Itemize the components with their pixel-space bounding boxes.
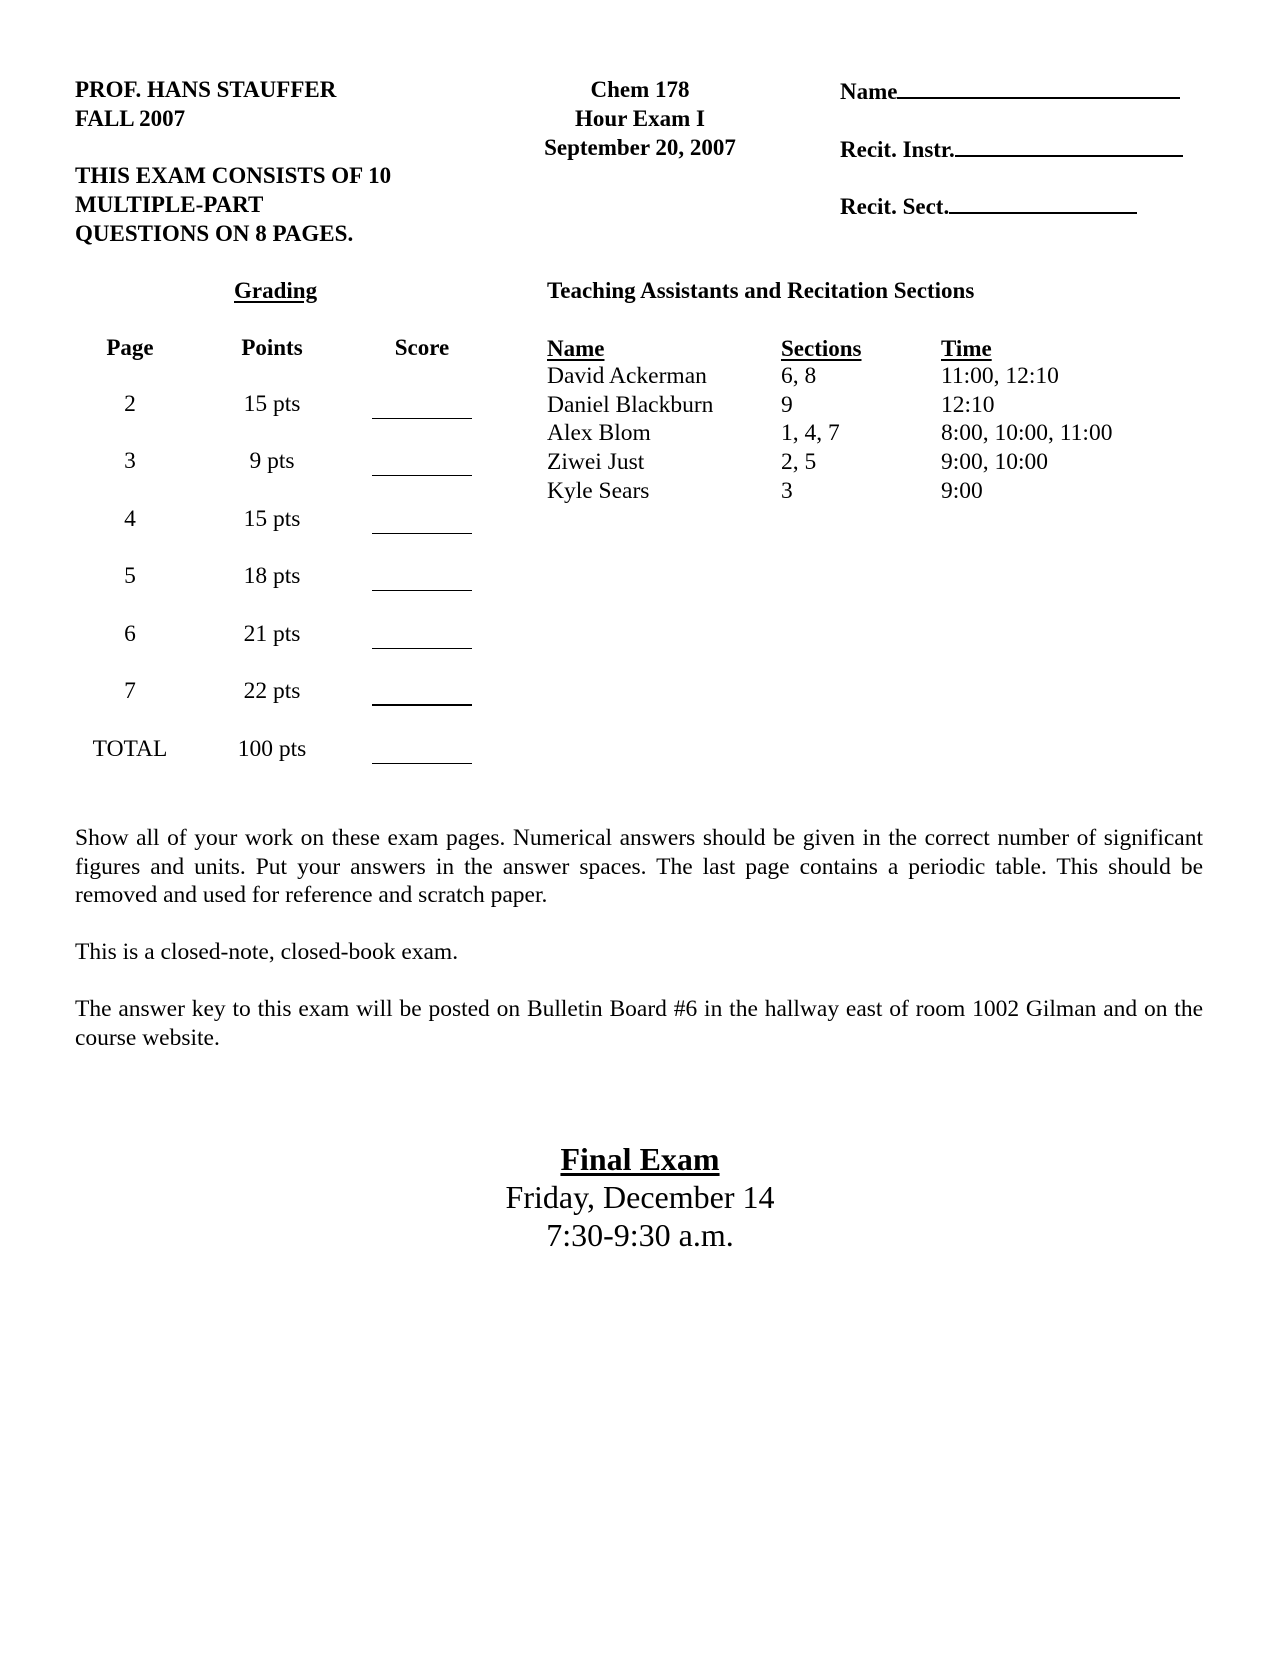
grading-row-page: 6 bbox=[124, 621, 136, 647]
ta-row-name: Ziwei Just bbox=[547, 449, 645, 475]
ta-header-sections: Sections bbox=[781, 336, 862, 361]
score-blank[interactable] bbox=[372, 453, 472, 476]
instructions-paragraph-3: The answer key to this exam will be posted on Bulletin Board #6 in the hallway east of room 1002 Gilman and on the course website. bbox=[75, 996, 1203, 1051]
grading-header-page: Page bbox=[106, 335, 154, 360]
term: FALL 2007 bbox=[75, 106, 186, 131]
ta-header-name: Name bbox=[547, 336, 605, 361]
exam-info bbox=[75, 161, 391, 248]
final-exam-title: Final Exam bbox=[560, 1141, 720, 1177]
exam-info-line: MULTIPLE-PART bbox=[75, 192, 264, 217]
grading-row-points: 15 pts bbox=[243, 391, 301, 417]
score-blank[interactable] bbox=[372, 741, 472, 764]
grading-row-page: TOTAL bbox=[92, 736, 168, 762]
score-blank[interactable] bbox=[372, 568, 472, 591]
ta-row-sections: 6, 8 bbox=[781, 363, 817, 389]
ta-row-sections: 9 bbox=[781, 392, 793, 418]
grading-row-points: 22 pts bbox=[243, 678, 301, 704]
final-exam-date: Friday, December 14 bbox=[505, 1179, 775, 1215]
course-title: Chem 178 bbox=[590, 77, 690, 102]
final-exam-time: 7:30-9:30 a.m. bbox=[546, 1217, 734, 1253]
grading-row-page: 5 bbox=[124, 563, 136, 589]
ta-row-time: 9:00, 10:00 bbox=[941, 449, 1049, 475]
grading-row-points: 9 pts bbox=[249, 448, 295, 474]
grading-row-points: 21 pts bbox=[243, 621, 301, 647]
grading-row-points: 100 pts bbox=[237, 736, 307, 762]
recit-instr-blank[interactable] bbox=[955, 133, 1183, 157]
ta-row-name: Kyle Sears bbox=[547, 478, 650, 504]
grading-row-points: 15 pts bbox=[243, 506, 301, 532]
recit-instr-label: Recit. Instr. bbox=[840, 137, 955, 162]
ta-row-sections: 2, 5 bbox=[781, 449, 817, 475]
ta-row-time: 8:00, 10:00, 11:00 bbox=[941, 420, 1113, 446]
grading-header-score: Score bbox=[394, 335, 450, 360]
header-left bbox=[75, 75, 336, 133]
ta-header-time: Time bbox=[941, 336, 992, 361]
ta-row-sections: 1, 4, 7 bbox=[781, 420, 840, 446]
ta-row-time: 11:00, 12:10 bbox=[941, 363, 1059, 389]
grading-row-page: 3 bbox=[124, 448, 136, 474]
name-label: Name bbox=[840, 79, 898, 104]
ta-row-name: Daniel Blackburn bbox=[547, 392, 714, 418]
name-field[interactable] bbox=[840, 75, 1180, 106]
exam-info-line: THIS EXAM CONSISTS OF 10 bbox=[75, 163, 392, 188]
score-blank[interactable] bbox=[372, 626, 472, 649]
grading-row-page: 7 bbox=[124, 678, 136, 704]
exam-date: September 20, 2007 bbox=[544, 135, 736, 160]
grading-row-points: 18 pts bbox=[243, 563, 301, 589]
exam-title: Hour Exam I bbox=[575, 106, 705, 131]
recit-instr-field[interactable] bbox=[840, 133, 1183, 164]
recit-sect-label: Recit. Sect. bbox=[840, 194, 950, 219]
instructions-paragraph-2: This is a closed-note, closed-book exam. bbox=[75, 939, 459, 965]
score-blank[interactable] bbox=[372, 396, 472, 419]
recit-sect-field[interactable] bbox=[840, 190, 1137, 221]
name-blank[interactable] bbox=[897, 75, 1180, 99]
grading-row-page: 4 bbox=[124, 506, 136, 532]
ta-row-name: David Ackerman bbox=[547, 363, 707, 389]
ta-row-time: 9:00 bbox=[941, 478, 983, 504]
instructions-paragraph-1: Show all of your work on these exam pages. Numerical answers should be given in the correct number of significant figures and units. Put your answers in the answer spaces. The last page contains a periodic table. This should be removed and used for reference and scratch paper. bbox=[75, 825, 1203, 908]
ta-title: Teaching Assistants and Recitation Sections bbox=[547, 278, 975, 303]
exam-info-line: QUESTIONS ON 8 PAGES. bbox=[75, 221, 354, 246]
score-blank[interactable] bbox=[372, 511, 472, 534]
recit-sect-blank[interactable] bbox=[949, 190, 1137, 214]
ta-row-name: Alex Blom bbox=[547, 420, 651, 446]
header-center bbox=[500, 75, 780, 162]
grading-row-page: 2 bbox=[124, 391, 136, 417]
score-blank[interactable] bbox=[372, 682, 472, 706]
professor: PROF. HANS STAUFFER bbox=[75, 77, 337, 102]
grading-header-points: Points bbox=[241, 335, 303, 360]
ta-row-time: 12:10 bbox=[941, 392, 995, 418]
grading-title: Grading bbox=[234, 278, 318, 303]
ta-row-sections: 3 bbox=[781, 478, 793, 504]
